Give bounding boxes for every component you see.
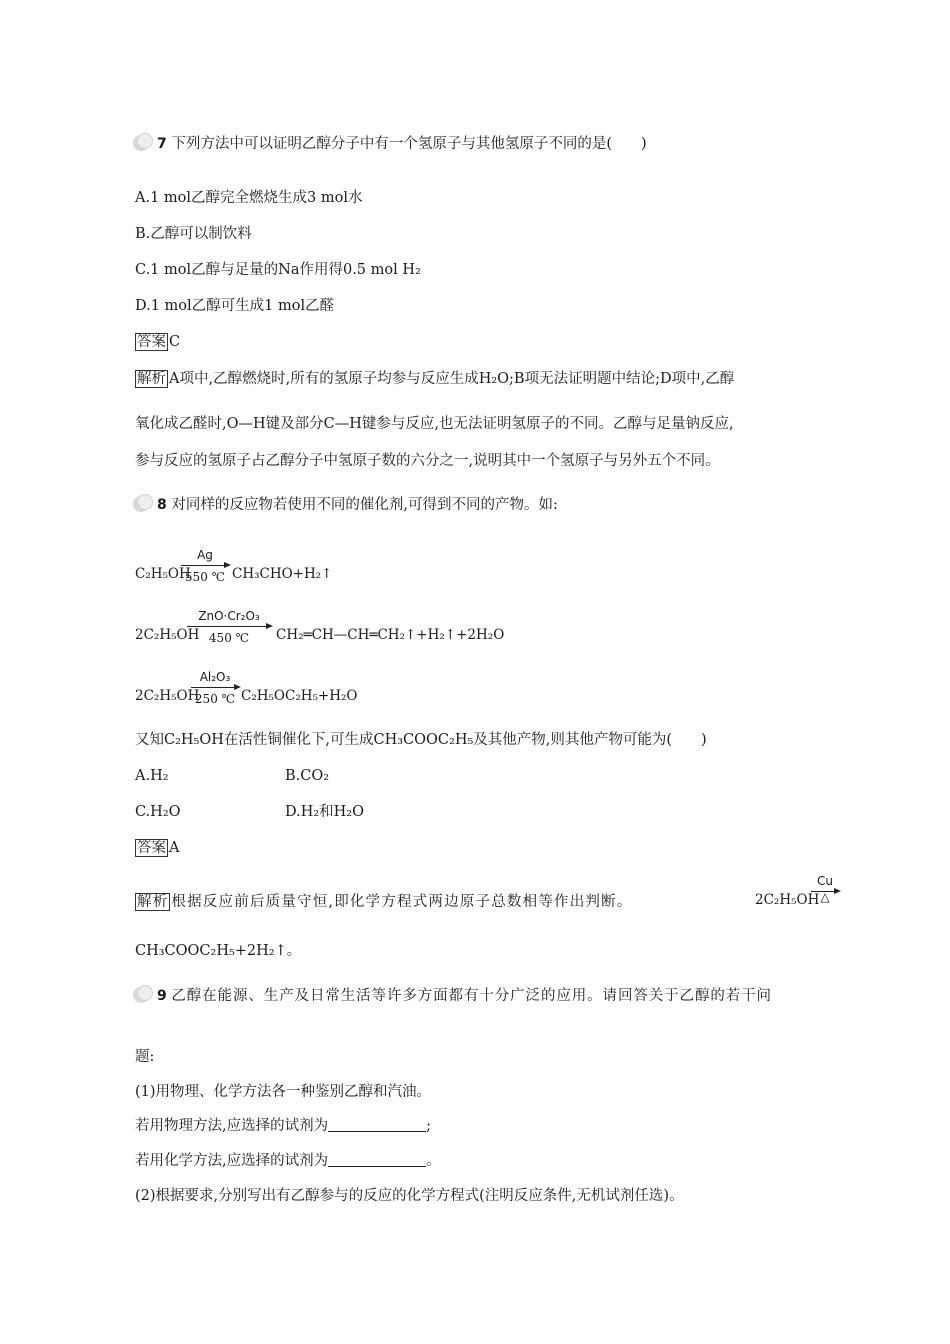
option-a: A.1 mol乙醇完全燃烧生成3 mol水 [135, 190, 363, 206]
options-row-2 [135, 802, 365, 822]
answer-tag: 答案 [137, 840, 166, 856]
reaction-reactant: 2C₂H₅OH [755, 892, 820, 908]
question-8-followup: 又知C₂H₅OH在活性铜催化下,可生成CH₃COOC₂H₅及其他产物,则其他产物可能为( ) [135, 732, 707, 748]
reaction-product: CH₃CHO+H₂↑ [232, 566, 333, 582]
option-a: A.H₂ [135, 768, 169, 784]
answer-line [135, 838, 179, 858]
question-bullet-icon [133, 133, 155, 151]
analysis-text: 根据反应前后质量守恒,即化学方程式两边原子总数相等作出判断。 [171, 894, 633, 910]
analysis-line-3: 参与反应的氢原子占乙醇分子中氢原子数的六分之一,说明其中一个氢原子与另外五个不同。 [135, 453, 720, 469]
option-c: C.H₂O [135, 804, 181, 820]
question-9-stem [133, 985, 772, 1006]
question-number: 9 [157, 988, 167, 1004]
question-8-stem [133, 494, 558, 515]
analysis-equation-rhs: CH₃COOC₂H₅+2H₂↑。 [135, 943, 302, 959]
part-2: (2)根据要求,分别写出有乙醇参与的反应的化学方程式(注明反应条件,无机试剂任选)。 [135, 1188, 684, 1204]
reaction-catalyst: ZnO·Cr₂O₃ [198, 609, 260, 623]
physical-method-label: 若用物理方法,应选择的试剂为 [135, 1118, 329, 1134]
answer-value: A [169, 840, 180, 856]
option-c: C.1 mol乙醇与足量的Na作用得0.5 mol H₂ [135, 262, 421, 278]
question-bullet-icon [133, 985, 155, 1003]
question-text: 下列方法中可以证明乙醇分子中有一个氢原子与其他氢原子不同的是( ) [171, 136, 647, 152]
analysis-equation-lhs [755, 874, 845, 914]
option-b: B.CO₂ [285, 768, 330, 784]
reaction-catalyst: Al₂O₃ [199, 670, 231, 684]
reaction-reactant: C₂H₅OH [135, 566, 191, 582]
answer-line [135, 332, 180, 352]
question-7-stem [133, 133, 647, 154]
answer-value: C [169, 334, 181, 350]
reaction-reactant: 2C₂H₅OH [135, 688, 200, 704]
question-9-stem-cont: 题: [135, 1049, 155, 1065]
option-b: B.乙醇可以制饮料 [135, 226, 252, 242]
reaction-3 [135, 670, 435, 710]
reaction-2 [135, 609, 555, 649]
analysis-line-1 [135, 892, 633, 912]
answer-tag: 答案 [137, 334, 166, 350]
chemical-method-end: 。 [426, 1153, 441, 1169]
question-number: 8 [157, 497, 167, 513]
chemical-reagent-blank[interactable] [328, 1152, 426, 1167]
option-d: D.1 mol乙醇可生成1 mol乙醛 [135, 298, 335, 314]
analysis-tag: 解析 [137, 894, 169, 910]
reaction-catalyst: Cu [817, 874, 833, 888]
reaction-product: CH₂═CH—CH═CH₂↑+H₂↑+2H₂O [276, 627, 505, 643]
option-d: D.H₂和H₂O [285, 804, 365, 820]
question-text: 乙醇在能源、生产及日常生活等许多方面都有十分广泛的应用。请回答关于乙醇的若干问 [171, 988, 772, 1004]
question-number: 7 [157, 136, 167, 152]
reaction-condition: △ [820, 890, 830, 904]
reaction-reactant: 2C₂H₅OH [135, 627, 200, 643]
part-1: (1)用物理、化学方法各一种鉴别乙醇和汽油。 [135, 1084, 432, 1100]
analysis-tag: 解析 [137, 371, 166, 387]
reaction-condition: 550 ℃ [184, 570, 226, 584]
options-row-1 [135, 766, 330, 786]
reaction-condition: 250 ℃ [194, 692, 236, 706]
physical-method-line [135, 1116, 431, 1136]
physical-reagent-blank[interactable] [328, 1117, 426, 1132]
question-text: 对同样的反应物若使用不同的催化剂,可得到不同的产物。如: [171, 497, 558, 513]
reaction-catalyst: Ag [197, 548, 213, 562]
reaction-1 [135, 548, 535, 588]
reaction-condition: 450 ℃ [208, 631, 250, 645]
analysis-line-1 [135, 369, 734, 389]
question-bullet-icon [133, 494, 155, 512]
analysis-text: A项中,乙醇燃烧时,所有的氢原子均参与反应生成H₂O;B项无法证明题中结论;D项中,乙醇 [169, 371, 735, 387]
analysis-line-2: 氧化成乙醛时,O—H键及部分C—H键参与反应,也无法证明氢原子的不同。乙醇与足量钠反应, [135, 416, 734, 432]
physical-method-end: ; [426, 1118, 431, 1134]
chemical-method-label: 若用化学方法,应选择的试剂为 [135, 1153, 329, 1169]
reaction-product: C₂H₅OC₂H₅+H₂O [241, 688, 358, 704]
chemical-method-line [135, 1151, 441, 1171]
